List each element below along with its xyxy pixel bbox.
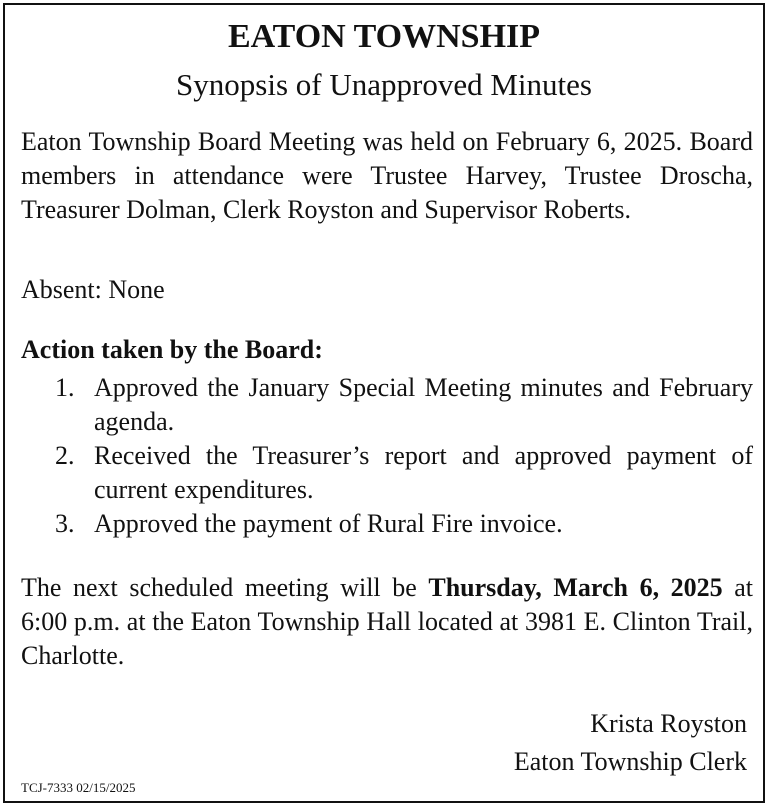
action-number: 2.	[55, 441, 75, 470]
action-number: 1.	[55, 373, 75, 402]
next-meeting-date: Thursday, March 6, 2025	[428, 573, 723, 602]
action-text: Approved the payment of Rural Fire invoice.	[94, 509, 563, 538]
action-item	[21, 439, 753, 507]
notice-title: EATON TOWNSHIP	[227, 18, 541, 55]
next-meeting-details: at 6:00 p.m. at the Eaton Township Hall located at 3981 E. Clinton Trail, Charlotte.	[21, 573, 753, 670]
next-meeting-lead: The next scheduled meeting will be	[21, 573, 429, 602]
legal-notice	[3, 3, 765, 803]
action-item	[21, 507, 753, 541]
absent-line: Absent: None	[21, 275, 165, 304]
action-text: Received the Treasurer’s report and approved payment of current expenditures.	[94, 441, 753, 504]
signature-name: Krista Royston	[590, 709, 747, 738]
publication-code: TCJ-7333 02/15/2025	[21, 780, 136, 795]
next-meeting	[21, 571, 753, 673]
notice-subtitle: Synopsis of Unapproved Minutes	[176, 67, 592, 102]
signature-title: Eaton Township Clerk	[513, 747, 747, 776]
action-item	[21, 371, 753, 439]
actions-list	[21, 371, 753, 541]
action-text: Approved the January Special Meeting minutes and February agenda.	[94, 373, 753, 436]
meeting-summary: Eaton Township Board Meeting was held on February 6, 2025. Board members in attendance were Trustee Harvey, Trustee Droscha, Treasurer Dolman, Clerk Royston and Supervisor Roberts.	[21, 127, 753, 224]
action-number: 3.	[55, 509, 75, 538]
actions-heading: Action taken by the Board:	[21, 335, 323, 364]
